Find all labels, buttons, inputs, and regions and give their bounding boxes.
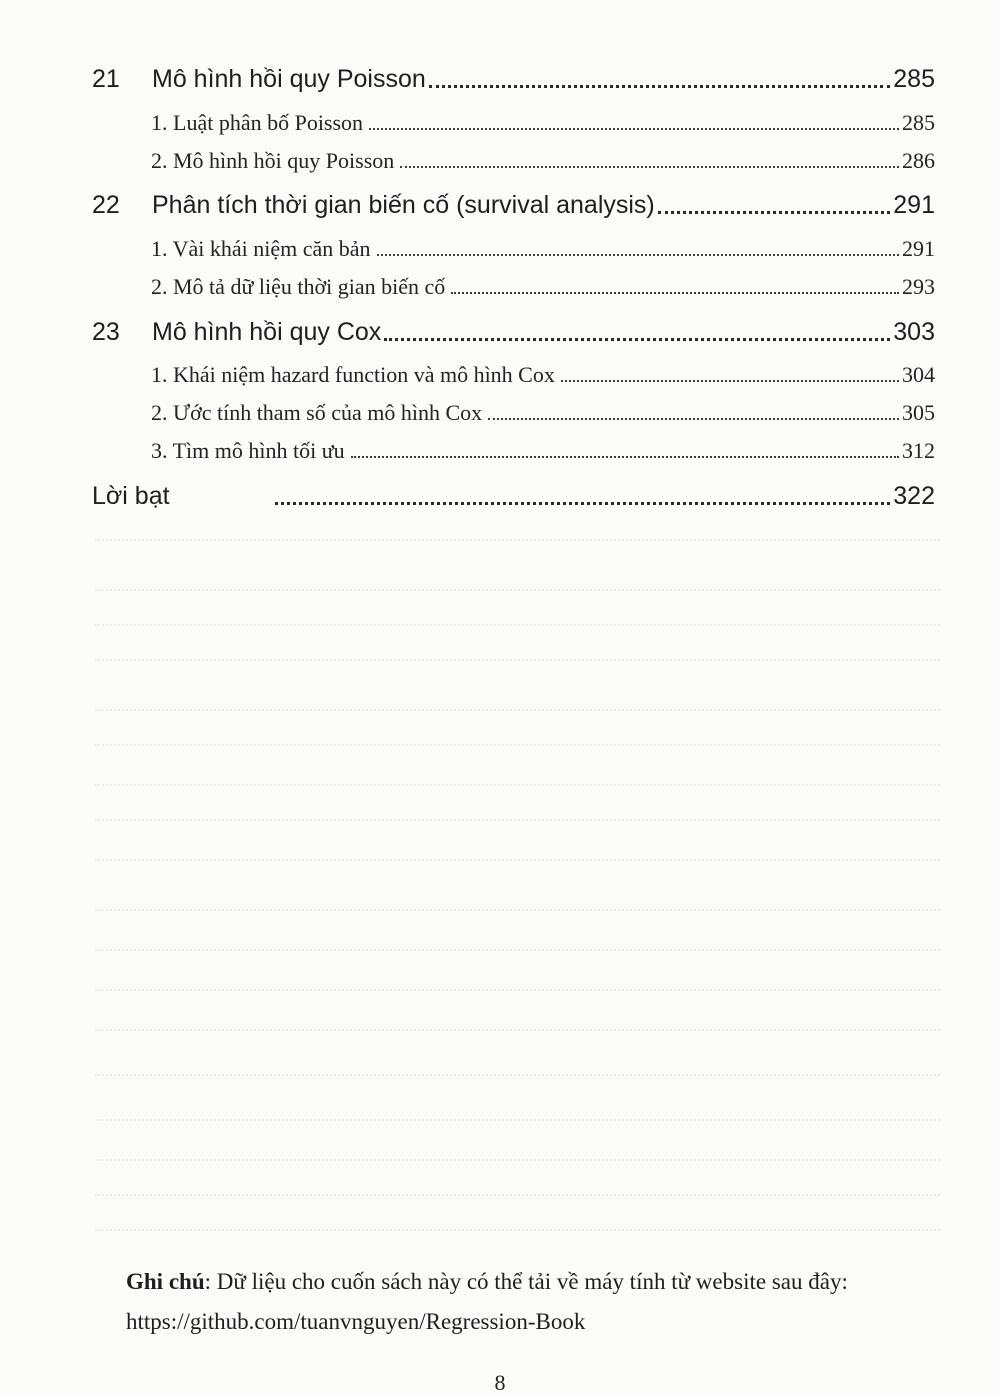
toc-section <box>151 394 935 426</box>
section-page: 285 <box>902 110 935 135</box>
chapter-page: 291 <box>893 191 935 219</box>
section-title: 1. Vài khái niệm căn bản <box>151 236 371 261</box>
section-page: 291 <box>902 236 935 261</box>
bleed-through-background <box>0 515 1000 1235</box>
section-page: 293 <box>902 274 935 299</box>
section-page: 304 <box>902 362 935 387</box>
toc-chapter-22 <box>92 184 935 220</box>
toc-section <box>151 432 935 464</box>
note-line <box>126 1262 946 1302</box>
leader-dots <box>488 418 899 420</box>
page-number: 8 <box>494 1370 506 1395</box>
note-label: Ghi chú <box>126 1269 205 1294</box>
leader-dots <box>400 166 899 168</box>
leader-dots <box>658 211 891 214</box>
toc-section <box>151 356 935 388</box>
section-title: 2. Mô hình hồi quy Poisson <box>151 148 395 173</box>
chapter-title: Mô hình hồi quy Cox <box>152 318 382 346</box>
chapter-page: 285 <box>893 65 935 93</box>
leader-dots <box>429 85 891 88</box>
leader-dots <box>275 502 890 505</box>
section-title: 1. Luật phân bố Poisson <box>151 110 364 135</box>
note-block <box>126 1262 946 1342</box>
toc-chapter-23 <box>92 311 935 347</box>
chapter-number: 21 <box>92 65 120 93</box>
chapter-number: 23 <box>92 318 120 346</box>
leader-dots <box>451 292 899 294</box>
section-title: 2. Ước tính tham số của mô hình Cox <box>151 400 483 425</box>
toc-section <box>151 104 935 136</box>
toc-chapter-21 <box>92 58 935 94</box>
chapter-title: Phân tích thời gian biến cố (survival analysis) <box>152 191 655 219</box>
note-text: : Dữ liệu cho cuốn sách này có thể tải về máy tính từ website sau đây: <box>204 1269 848 1294</box>
toc-afterword <box>92 475 935 511</box>
note-url: https://github.com/tuanvnguyen/Regression-Book <box>126 1309 586 1334</box>
leader-dots <box>377 254 899 256</box>
leader-dots <box>369 128 899 130</box>
toc-section <box>151 268 935 300</box>
section-title: 1. Khái niệm hazard function và mô hình Cox <box>151 362 555 387</box>
section-title: 3. Tìm mô hình tối ưu <box>151 438 345 463</box>
toc-section <box>151 230 935 262</box>
chapter-page: 303 <box>893 318 935 346</box>
leader-dots <box>351 456 899 458</box>
chapter-title: Mô hình hồi quy Poisson <box>152 65 426 93</box>
section-title: 2. Mô tả dữ liệu thời gian biến cố <box>151 274 446 299</box>
leader-dots <box>384 338 890 341</box>
section-page: 312 <box>902 438 935 463</box>
afterword-title: Lời bạt <box>92 482 170 510</box>
section-page: 305 <box>902 400 935 425</box>
toc-section <box>151 142 935 174</box>
section-page: 286 <box>902 148 935 173</box>
leader-dots <box>561 380 899 382</box>
chapter-number: 22 <box>92 191 120 219</box>
afterword-page: 322 <box>893 482 935 510</box>
